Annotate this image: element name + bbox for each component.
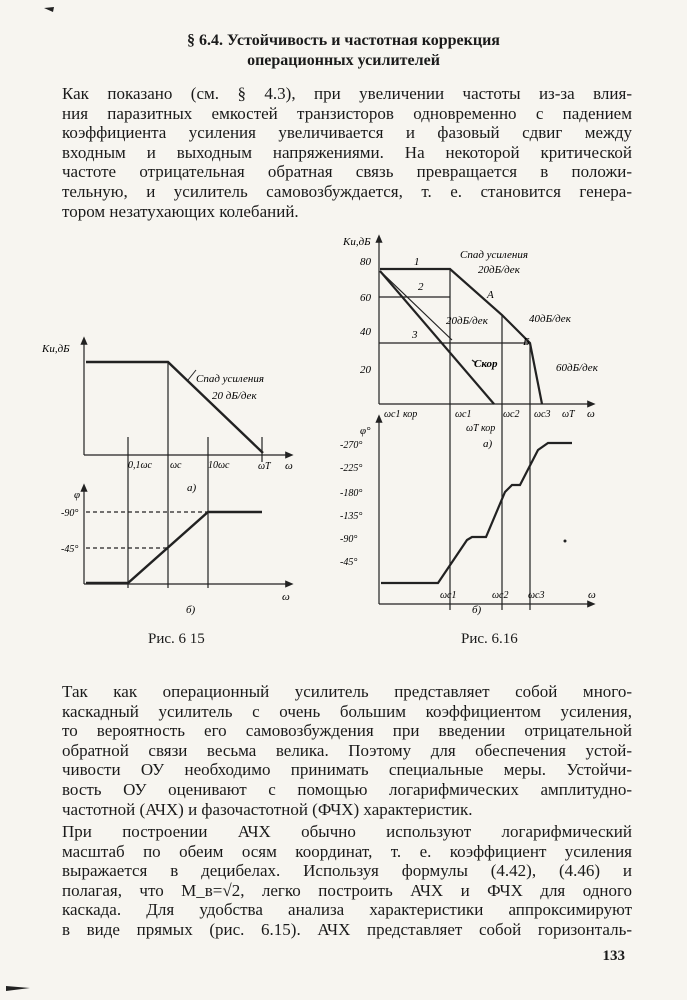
text-line: частотной (АЧХ) и фазочастотной (ФЧХ) характеристик. (62, 799, 473, 819)
text-line: вость ОУ оценивают с помощью логарифмических амплитудно- (62, 779, 632, 799)
text-line: При построении АЧХ обычно используют логарифмический (62, 822, 632, 841)
fig616-y-tick: 40 (360, 326, 371, 338)
fig615-caption: Рис. 6 15 (148, 631, 205, 647)
fig616-x-tick: ωT (562, 409, 575, 420)
fig616-y-tick: 60 (360, 292, 371, 304)
fig616-y-tick: 20 (360, 364, 371, 376)
fig616-phase-tick: -270° (340, 440, 363, 451)
text-line: входным и выходным напряжениями. На некоторой критической (62, 142, 632, 162)
fig616-caption: Рис. 6.16 (461, 631, 518, 647)
fig615-phi-label: φ (74, 489, 81, 501)
body-paragraph-2 (62, 822, 632, 940)
fig616-phase-tick: -90° (340, 534, 358, 545)
text-line: коэффициента усиления увеличивается и фазовый сдвиг между (62, 123, 632, 143)
fig616-curve-label: A (487, 289, 494, 301)
text-line: в виде прямых (рис. 6.15). АЧХ представляет собой горизонталь- (62, 919, 632, 939)
text-line: чивости ОУ необходимо принимать специальные меры. Устойчи- (62, 760, 632, 780)
fig615-tick: 0,1ωc (128, 460, 152, 471)
text-line: тором незатухающих колебаний. (62, 201, 299, 221)
fig615-phase-tick: -45° (61, 544, 79, 555)
fig616-curve-label: 2 (418, 281, 424, 293)
fig615-y-label: Ku,дБ (42, 343, 70, 355)
fig616-x-tick: ωT кор (466, 423, 496, 434)
fig615-tick: 10ωc (208, 460, 230, 471)
fig616-curve-label: Cкор (474, 358, 498, 370)
fig616-x2-tick: ωc3 (528, 590, 545, 601)
fig616-curve-label: Б (523, 336, 530, 348)
text-line: ния паразитных емкостей транзисторов одновременно с падением (62, 103, 632, 123)
fig616-sub-b: б) (472, 604, 482, 616)
fig616-x-tick: ωc1 (455, 409, 472, 420)
section-title-line1: § 6.4. Устойчивость и частотная коррекция (187, 32, 500, 49)
fig616-x-tick: ωc2 (503, 409, 520, 420)
speck (564, 540, 567, 543)
fig616-y-tick: 80 (360, 256, 371, 268)
fig616-sub-a: а) (483, 438, 493, 450)
fig616-slope: 20дБ/дек (446, 315, 488, 327)
fig616-x-tick: ωc1 кор (384, 409, 418, 420)
text-line: каскадный усилитель с очень большим коэффициентом усиления, (62, 701, 632, 721)
fig615-tick: ωc (170, 460, 182, 471)
text-line: обратной связи весьма велика. Поэтому для обеспечения устой- (62, 740, 632, 760)
fig616-y-label: Ku,дБ (343, 236, 371, 248)
fig615-tick: ω (285, 460, 293, 472)
fig616-phase-tick: -225° (340, 463, 363, 474)
fig616-slope: 40дБ/дек (529, 313, 571, 325)
section-title-line2: операционных усилителей (247, 52, 440, 69)
fig615-slope-label2: 20 дБ/дек (212, 390, 257, 402)
text-line: тельную, и усилитель самовозбуждается, т. е. становится генера- (62, 181, 632, 201)
fig616-curve-label: 3 (412, 329, 418, 341)
fig615-sub-b: б) (186, 604, 196, 616)
text-line: каскада. Для удобства анализа характеристики аппроксимируют (62, 900, 632, 920)
text-line: масштаб по обеим осям координат, т. е. коэффициент усиления (62, 841, 632, 861)
fig616-x2-tick: ω (588, 589, 596, 601)
fig615-phase-tick: -90° (61, 508, 79, 519)
fig615-tick: ωT (258, 461, 271, 472)
text-line: Так как операционный усилитель представляет собой много- (62, 682, 632, 701)
fig616-x2-tick: ωc2 (492, 590, 509, 601)
fig616-slope: 20дБ/дек (478, 264, 520, 276)
fig615-sub-a: а) (187, 482, 197, 494)
fig616-x-tick: ωc3 (534, 409, 551, 420)
fig616-slope: 60дБ/дек (556, 362, 598, 374)
fig615-omega: ω (282, 591, 290, 603)
text-line: Как показано (см. § 4.3), при увеличении частоты из-за влия- (62, 84, 632, 103)
fig616-curve-label: 1 (414, 256, 420, 268)
text-line: выражается в децибелах. Используя формулы (4.42), (4.46) и (62, 861, 632, 881)
text-line: частоте отрицательная обратная связь превращается в положи- (62, 162, 632, 182)
fig616-phase-tick: -45° (340, 557, 358, 568)
fig616-slope-title: Спад усиления (460, 249, 528, 261)
fig616-x2-tick: ωc1 (440, 590, 457, 601)
fig616-phi-label: φ° (360, 425, 371, 437)
body-paragraph-1 (62, 682, 632, 819)
fig616-x-tick: ω (587, 408, 595, 420)
fig616-phase-tick: -135° (340, 511, 363, 522)
text-line: то вероятность его самовозбуждения при введении отрицательной (62, 721, 632, 741)
page-number: 133 (602, 948, 625, 964)
text-line: полагая, что M_в=√2, легко построить АЧХ и ФЧХ для одного (62, 880, 632, 900)
fig615-slope-label1: Спад усиления (196, 373, 264, 385)
fig616-phase-tick: -180° (340, 488, 363, 499)
